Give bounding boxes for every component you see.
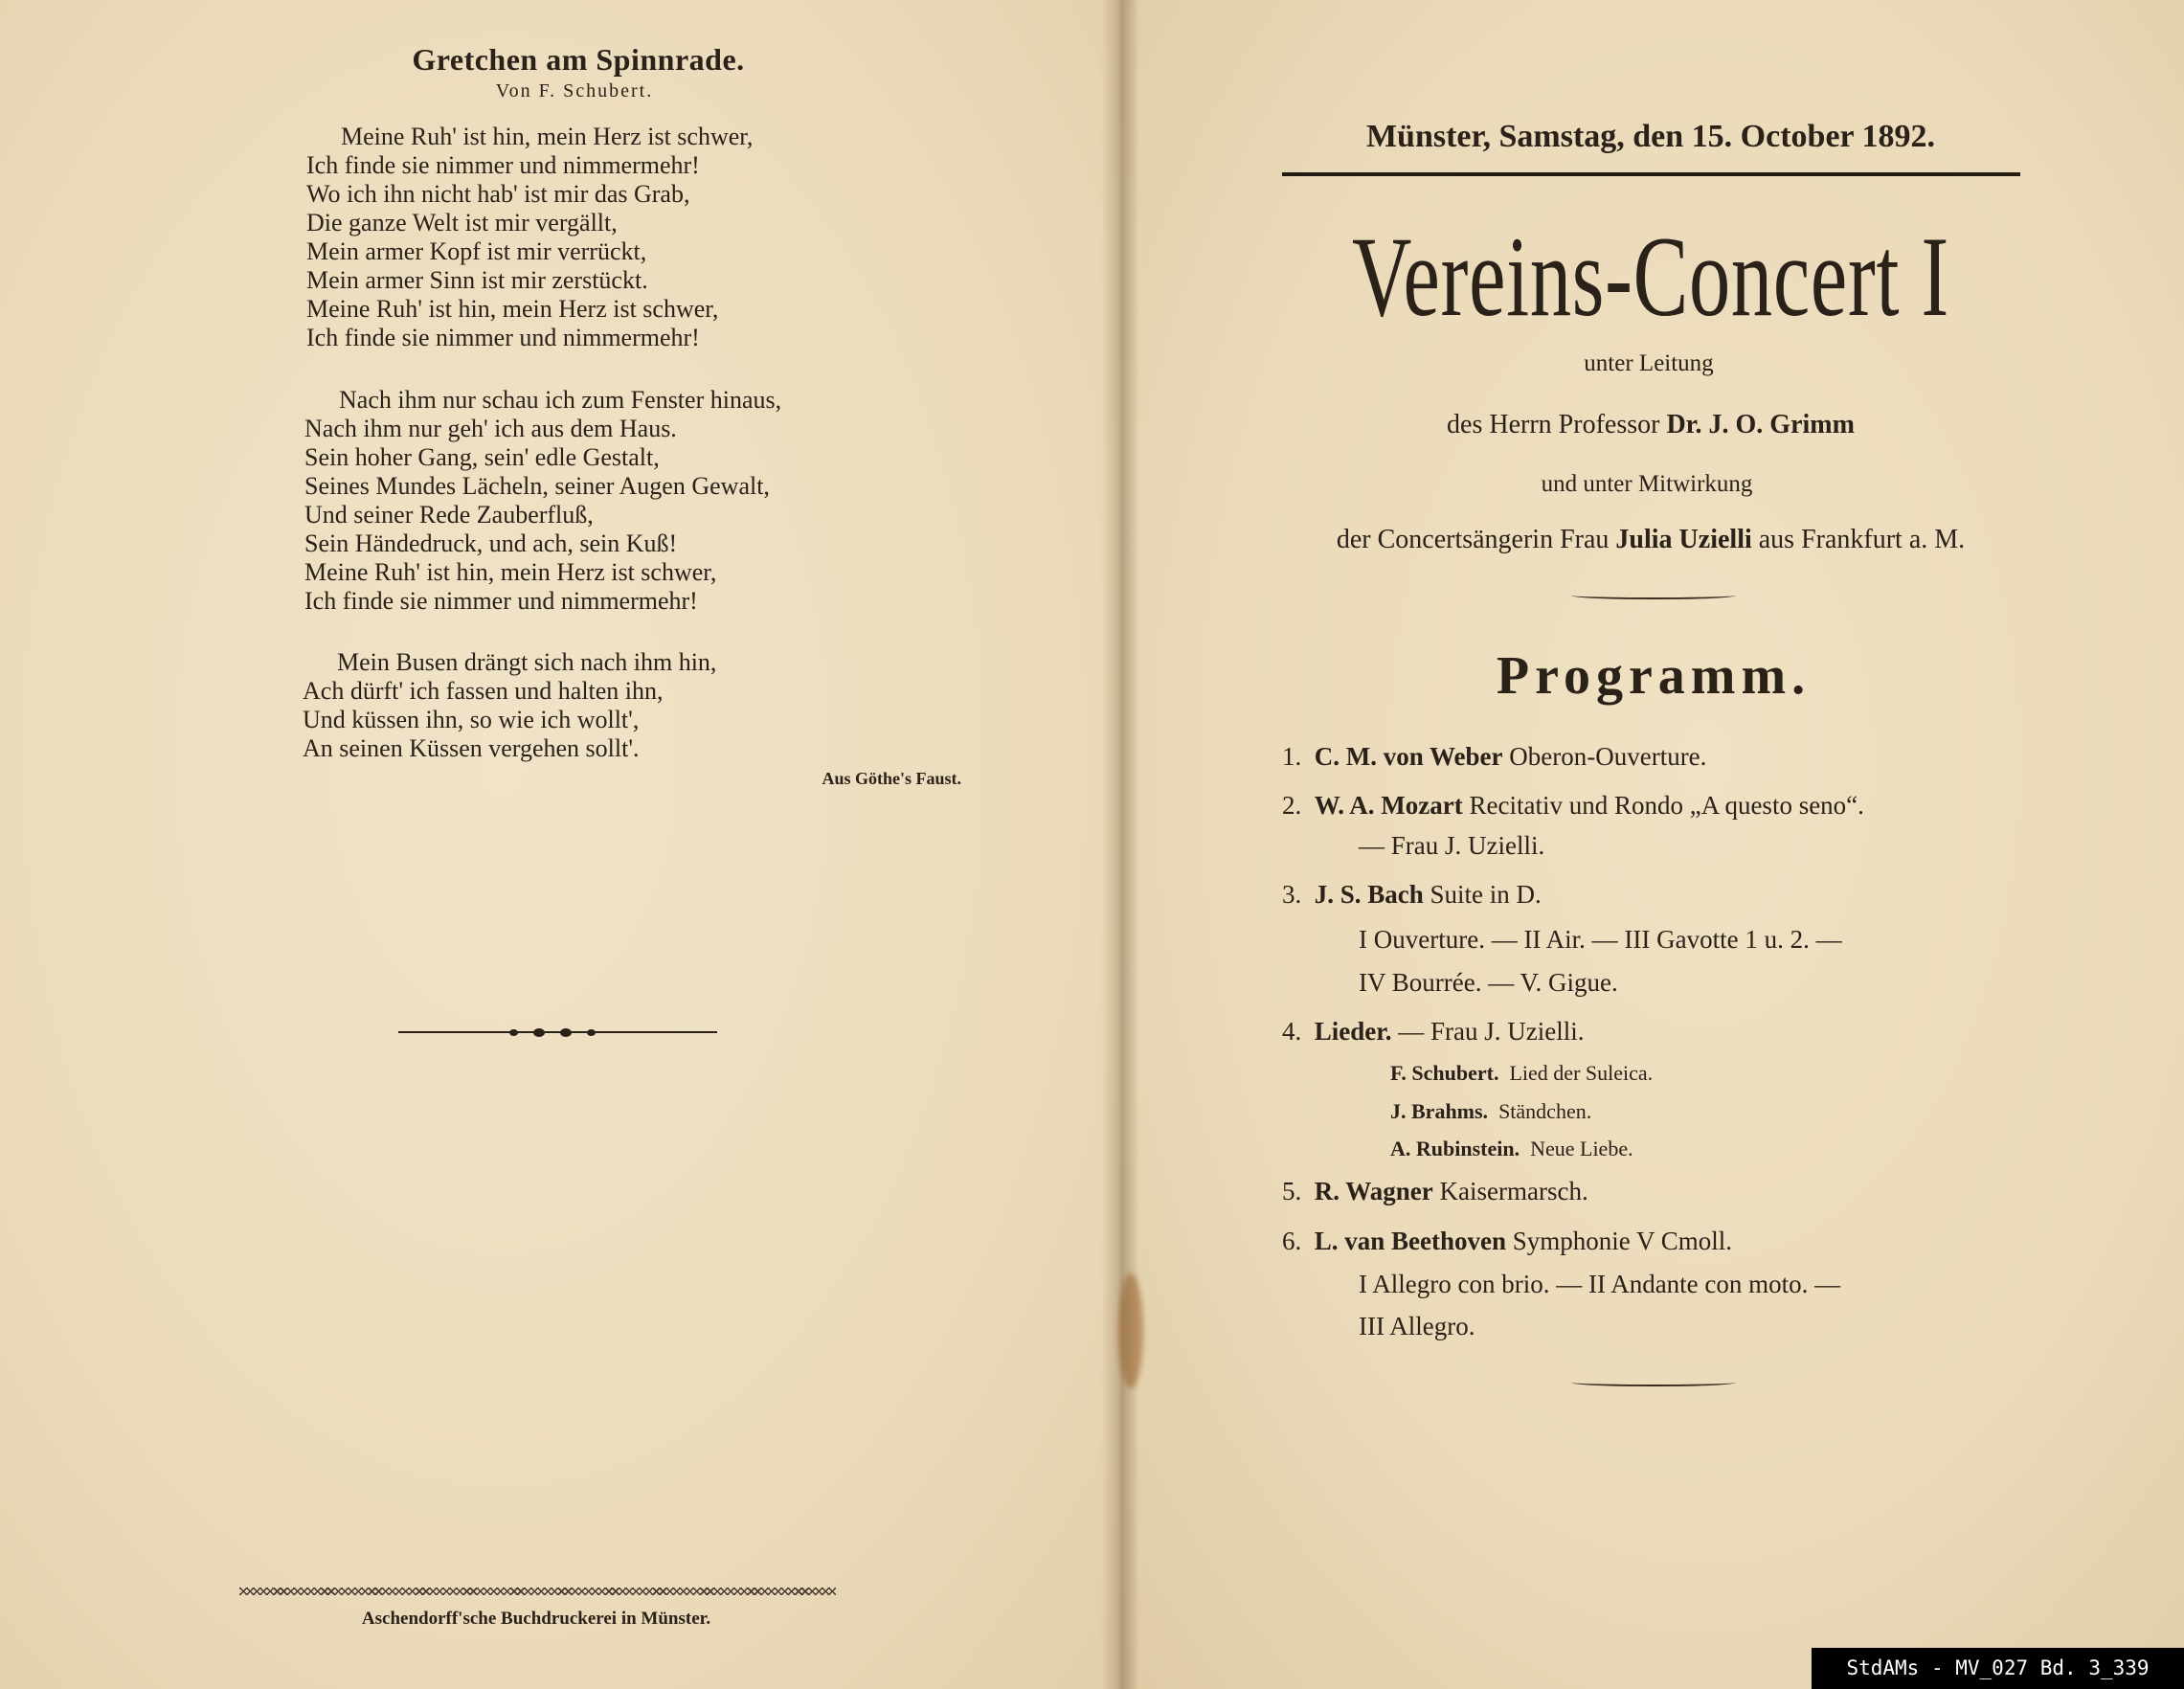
song-composer: F. Schubert. [1390,1061,1499,1085]
verse-line: Sein Händedruck, und ach, sein Kuß! [304,529,678,557]
verse-line: Ich finde sie nimmer und nimmermehr! [306,151,700,179]
verse-line: Seines Mundes Lächeln, seiner Augen Gewalt, [304,472,770,500]
verse-line: Ich finde sie nimmer und nimmermehr! [304,587,698,615]
programme-heading: Programm. [1496,646,1812,706]
item-work: Oberon-Ouverture. [1509,742,1707,771]
item-number: 2. [1282,791,1302,820]
verse-line: Ach dürft' ich fassen und halten ihn, [303,677,664,705]
programme-item-3 [1282,880,1542,910]
item-detail: I Ouverture. — II Air. — III Gavotte 1 u. 2. — [1359,925,1842,954]
item-detail: I Allegro con brio. — II Andante con moto. — [1359,1270,1841,1298]
item-number: 6. [1282,1227,1302,1255]
date-line: Münster, Samstag, den 15. October 1892. [1365,119,1936,154]
soloist-prefix: der Concertsängerin Frau [1336,525,1610,554]
song-composer: J. Brahms. [1390,1099,1489,1123]
item-work: Suite in D. [1430,880,1542,909]
book-spine [1101,0,1139,1689]
stanza-1 [306,123,753,352]
song-item [1390,1061,1653,1086]
song-item [1390,1137,1633,1161]
conductor-prefix: des Herrn Professor [1447,410,1660,439]
song-item [1390,1099,1591,1124]
verse-line: An seinen Küssen vergehen sollt'. [303,734,640,762]
attribution: Aus Göthe's Faust. [822,769,961,788]
programme-item-5 [1282,1177,1588,1206]
verse-line: Meine Ruh' ist hin, mein Herz ist schwer, [341,123,754,150]
song-title: Ständchen. [1498,1099,1592,1123]
item-number: 4. [1282,1017,1302,1046]
verse-line: Die ganze Welt ist mir vergällt, [306,209,618,236]
conductor-name: Dr. J. O. Grimm [1666,410,1855,439]
verse-line: Nach ihm nur schau ich zum Fenster hinaus, [339,386,782,414]
verse-line: Und küssen ihn, so wie ich wollt', [303,706,640,733]
item-detail: III Allegro. [1359,1312,1475,1340]
item-number: 3. [1282,880,1302,909]
verse-line: Wo ich ihn nicht hab' ist mir das Grab, [306,180,690,208]
conductor-line [1447,410,1855,440]
item-work: Recitativ und Rondo „A questo seno“. [1469,791,1864,820]
soloist-suffix: aus Frankfurt a. M. [1758,525,1966,554]
item-composer: R. Wagner [1314,1177,1433,1205]
ornament-dots [509,1026,596,1038]
verse-line: Mein Busen drängt sich nach ihm hin, [337,648,717,676]
programme-item-4 [1282,1017,1584,1047]
poem-composer: Von F. Schubert. [495,80,654,101]
song-title: Neue Liebe. [1530,1137,1633,1160]
item-composer: W. A. Mozart [1314,791,1463,820]
item-composer: J. S. Bach [1314,880,1424,909]
printer-imprint: Aschendorff'sche Buchdruckerei in Münster. [361,1609,711,1629]
verse-line: Sein hoher Gang, sein' edle Gestalt, [304,443,660,471]
item-work: Symphonie V Cmoll. [1512,1227,1733,1255]
song-title: Lied der Suleica. [1509,1061,1654,1085]
item-work: — Frau J. Uzielli. [1398,1017,1585,1046]
soloist-line [1337,525,1965,555]
verse-line: Mein armer Sinn ist mir zerstückt. [306,266,648,294]
concert-title: Vereins-Concert I [1351,213,1950,340]
verse-line: Ich finde sie nimmer und nimmermehr! [306,324,700,351]
paper-stain [1118,1273,1143,1388]
archive-label: StdAMs - MV_027 Bd. 3_339 [1812,1648,2184,1689]
item-detail: — Frau J. Uzielli. [1359,831,1545,860]
item-number: 1. [1282,742,1302,771]
item-number: 5. [1282,1177,1302,1205]
item-composer: Lieder. [1314,1017,1392,1046]
stanza-2 [304,386,781,616]
verse-line: Nach ihm nur geh' ich aus dem Haus. [304,415,677,442]
cooperation-intro: und unter Mitwirkung [1541,471,1753,497]
item-work: Kaisermarsch. [1439,1177,1588,1205]
verse-line: Meine Ruh' ist hin, mein Herz ist schwer, [306,295,719,323]
wavy-rule [239,1588,836,1595]
item-composer: C. M. von Weber [1314,742,1503,771]
verse-line: Und seiner Rede Zauberfluß, [304,501,594,529]
verse-line: Mein armer Kopf ist mir verrückt, [306,237,647,265]
song-composer: A. Rubinstein. [1390,1137,1520,1160]
ornament-divider [1571,592,1736,599]
soloist-name: Julia Uzielli [1615,525,1752,554]
item-detail: IV Bourrée. — V. Gigue. [1359,968,1618,997]
item-composer: L. van Beethoven [1314,1227,1507,1255]
verse-line: Meine Ruh' ist hin, mein Herz ist schwer, [304,558,717,586]
header-rule [1282,172,2020,176]
ornament-divider [1571,1379,1736,1386]
stanza-3 [303,648,716,763]
direction-intro: unter Leitung [1584,350,1714,376]
programme-item-6 [1282,1227,1732,1256]
programme-item-1 [1282,742,1706,772]
programme-item-2 [1282,791,1864,821]
poem-title: Gretchen am Spinnrade. [412,42,745,77]
